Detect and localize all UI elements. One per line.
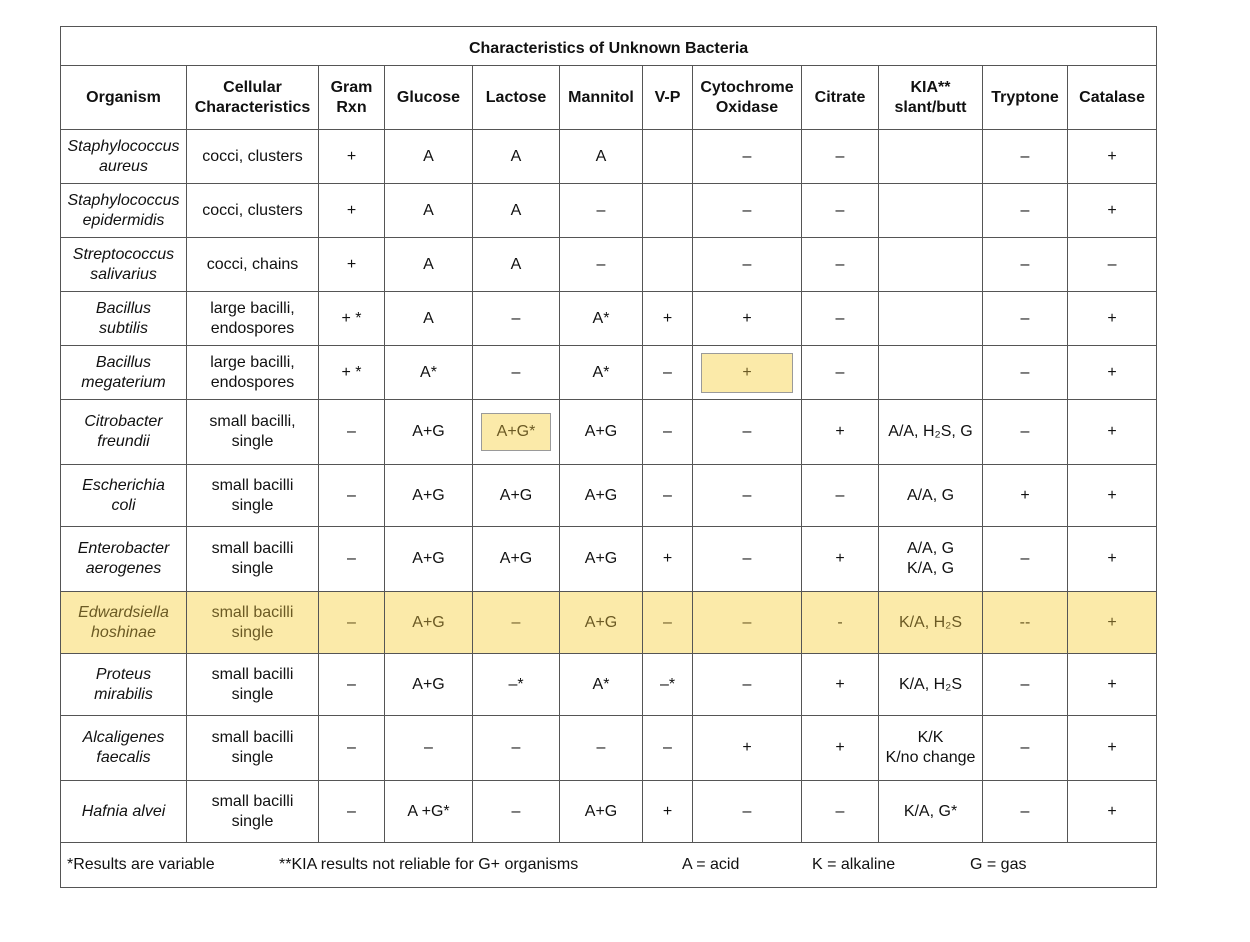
header-mannitol: Mannitol [560,66,643,130]
cell-vp [643,184,693,238]
cell-organism: Alcaligenes faecalis [61,716,187,781]
cell-mannitol: – [560,184,643,238]
cell-organism: Enterobacter aerogenes [61,527,187,592]
legend-acid: A = acid [682,856,740,873]
cell-lactose [473,400,560,465]
cell-kia [879,238,983,292]
cell-lactose: A+G [473,465,560,527]
table-row [61,465,1157,527]
cell-vp: –* [643,654,693,716]
table-title: Characteristics of Unknown Bacteria [61,27,1157,66]
cell-cytochrome: – [693,592,802,654]
cell-catalase: – [1068,238,1157,292]
cell-lactose: A [473,238,560,292]
cell-vp [643,130,693,184]
table-row [61,130,1157,184]
header-catalase: Catalase [1068,66,1157,130]
cell-tryptone: – [983,781,1068,843]
cell-kia: K/A, G* [879,781,983,843]
cell-catalase: + [1068,130,1157,184]
cell-organism: Edwardsiella hoshinae [61,592,187,654]
cell-glucose: A* [385,346,473,400]
cell-citrate: – [802,292,879,346]
cell-cytochrome [693,346,802,400]
cell-gram: – [319,716,385,781]
cell-gram: + * [319,292,385,346]
cell-mannitol: A* [560,654,643,716]
cell-organism: Staphylococcus epidermidis [61,184,187,238]
cell-vp: – [643,346,693,400]
cell-vp: – [643,592,693,654]
table-row [61,292,1157,346]
cell-cytochrome: – [693,238,802,292]
cell-cellular: small bacilli, single [187,400,319,465]
cell-gram: – [319,400,385,465]
cell-citrate: - [802,592,879,654]
cell-cellular: cocci, clusters [187,130,319,184]
header-row [61,66,1157,130]
cell-glucose: A+G [385,400,473,465]
header-citrate: Citrate [802,66,879,130]
cell-cytochrome: + [693,716,802,781]
cell-kia: A/A, G [879,465,983,527]
cell-catalase: + [1068,654,1157,716]
cell-cellular: large bacilli, endospores [187,346,319,400]
cell-gram: + [319,238,385,292]
cell-glucose: – [385,716,473,781]
cell-gram: – [319,654,385,716]
cell-gram: + [319,184,385,238]
cell-vp: – [643,716,693,781]
bacteria-characteristics-table [60,26,1157,888]
cell-glucose: A [385,238,473,292]
cell-mannitol: A+G [560,527,643,592]
cell-glucose: A+G [385,465,473,527]
table-row [61,781,1157,843]
cell-kia [879,184,983,238]
cell-citrate: – [802,465,879,527]
header-cellular: Cellular Characteristics [187,66,319,130]
cell-cellular: small bacilli single [187,654,319,716]
cell-glucose: A+G [385,527,473,592]
cell-lactose: – [473,346,560,400]
cell-kia: K/A, H₂S [879,592,983,654]
cell-mannitol: A+G [560,400,643,465]
cell-lactose: A+G [473,527,560,592]
cell-organism: Proteus mirabilis [61,654,187,716]
header-glucose: Glucose [385,66,473,130]
cell-vp: + [643,292,693,346]
cell-tryptone: – [983,400,1068,465]
table-row [61,527,1157,592]
cell-mannitol: – [560,716,643,781]
footnote-variable: *Results are variable [67,856,215,873]
table-row [61,592,1157,654]
cell-cytochrome: – [693,654,802,716]
legend-footer [61,843,1157,888]
cell-glucose: A [385,130,473,184]
cell-tryptone: – [983,716,1068,781]
table-row [61,238,1157,292]
cell-catalase: + [1068,781,1157,843]
header-cytochrome: Cytochrome Oxidase [693,66,802,130]
table-row [61,400,1157,465]
cell-kia [879,292,983,346]
table-row [61,654,1157,716]
cell-catalase: + [1068,716,1157,781]
cell-tryptone: – [983,292,1068,346]
cell-citrate: – [802,130,879,184]
table-row [61,346,1157,400]
cell-gram: + [319,130,385,184]
cell-tryptone: + [983,465,1068,527]
cell-cytochrome: – [693,527,802,592]
cell-vp [643,238,693,292]
cell-catalase: + [1068,346,1157,400]
cell-cellular: large bacilli, endospores [187,292,319,346]
header-tryptone: Tryptone [983,66,1068,130]
cell-glucose: A [385,184,473,238]
cell-vp: – [643,400,693,465]
cell-kia: A/A, G K/A, G [879,527,983,592]
cell-organism: Citrobacter freundii [61,400,187,465]
cell-cellular: small bacilli single [187,592,319,654]
cell-catalase: + [1068,292,1157,346]
legend-gas: G = gas [970,856,1027,873]
cell-citrate: – [802,781,879,843]
cell-tryptone: – [983,238,1068,292]
cell-organism: Staphylococcus aureus [61,130,187,184]
cell-vp: + [643,527,693,592]
cell-gram: – [319,465,385,527]
cell-gram: – [319,527,385,592]
cell-cellular: small bacilli single [187,716,319,781]
header-kia: KIA** slant/butt [879,66,983,130]
cell-citrate: + [802,527,879,592]
cell-catalase: + [1068,184,1157,238]
cell-lactose: – [473,592,560,654]
cell-cellular: small bacilli single [187,527,319,592]
highlighted-value: A+G* [481,413,552,451]
cell-citrate: – [802,346,879,400]
cell-kia: A/A, H₂S, G [879,400,983,465]
cell-tryptone: – [983,654,1068,716]
cell-catalase: + [1068,465,1157,527]
cell-gram: + * [319,346,385,400]
cell-mannitol: A+G [560,592,643,654]
cell-tryptone: – [983,527,1068,592]
cell-kia [879,130,983,184]
cell-cytochrome: – [693,130,802,184]
cell-cytochrome: – [693,184,802,238]
table-row [61,184,1157,238]
cell-glucose: A+G [385,592,473,654]
cell-lactose: – [473,292,560,346]
cell-citrate: – [802,184,879,238]
cell-mannitol: A+G [560,781,643,843]
cell-lactose: – [473,781,560,843]
cell-mannitol: – [560,238,643,292]
cell-organism: Escherichia coli [61,465,187,527]
cell-cellular: cocci, chains [187,238,319,292]
cell-organism: Bacillus subtilis [61,292,187,346]
cell-kia: K/K K/no change [879,716,983,781]
cell-tryptone: – [983,346,1068,400]
cell-vp: – [643,465,693,527]
cell-glucose: A [385,292,473,346]
cell-organism: Streptococcus salivarius [61,238,187,292]
header-organism: Organism [61,66,187,130]
cell-gram: – [319,781,385,843]
footnote-kia: **KIA results not reliable for G+ organisms [279,856,579,873]
cell-tryptone: -- [983,592,1068,654]
cell-organism: Bacillus megaterium [61,346,187,400]
cell-citrate: + [802,400,879,465]
cell-kia: K/A, H₂S [879,654,983,716]
cell-citrate: – [802,238,879,292]
cell-organism: Hafnia alvei [61,781,187,843]
cell-cellular: small bacilli single [187,465,319,527]
cell-cellular: small bacilli single [187,781,319,843]
cell-cytochrome: – [693,400,802,465]
cell-mannitol: A* [560,292,643,346]
cell-cellular: cocci, clusters [187,184,319,238]
cell-cytochrome: + [693,292,802,346]
table-row [61,716,1157,781]
header-gram: Gram Rxn [319,66,385,130]
cell-catalase: + [1068,400,1157,465]
cell-citrate: + [802,654,879,716]
cell-tryptone: – [983,184,1068,238]
cell-vp: + [643,781,693,843]
header-vp: V-P [643,66,693,130]
cell-lactose: – [473,716,560,781]
cell-lactose: A [473,130,560,184]
cell-cytochrome: – [693,465,802,527]
cell-catalase: + [1068,527,1157,592]
highlighted-value: + [701,353,792,393]
cell-mannitol: A+G [560,465,643,527]
cell-tryptone: – [983,130,1068,184]
cell-cytochrome: – [693,781,802,843]
cell-mannitol: A* [560,346,643,400]
cell-lactose: –* [473,654,560,716]
cell-citrate: + [802,716,879,781]
cell-glucose: A +G* [385,781,473,843]
cell-gram: – [319,592,385,654]
cell-kia [879,346,983,400]
header-lactose: Lactose [473,66,560,130]
legend-alkaline: K = alkaline [812,856,896,873]
cell-catalase: + [1068,592,1157,654]
cell-lactose: A [473,184,560,238]
cell-glucose: A+G [385,654,473,716]
cell-mannitol: A [560,130,643,184]
